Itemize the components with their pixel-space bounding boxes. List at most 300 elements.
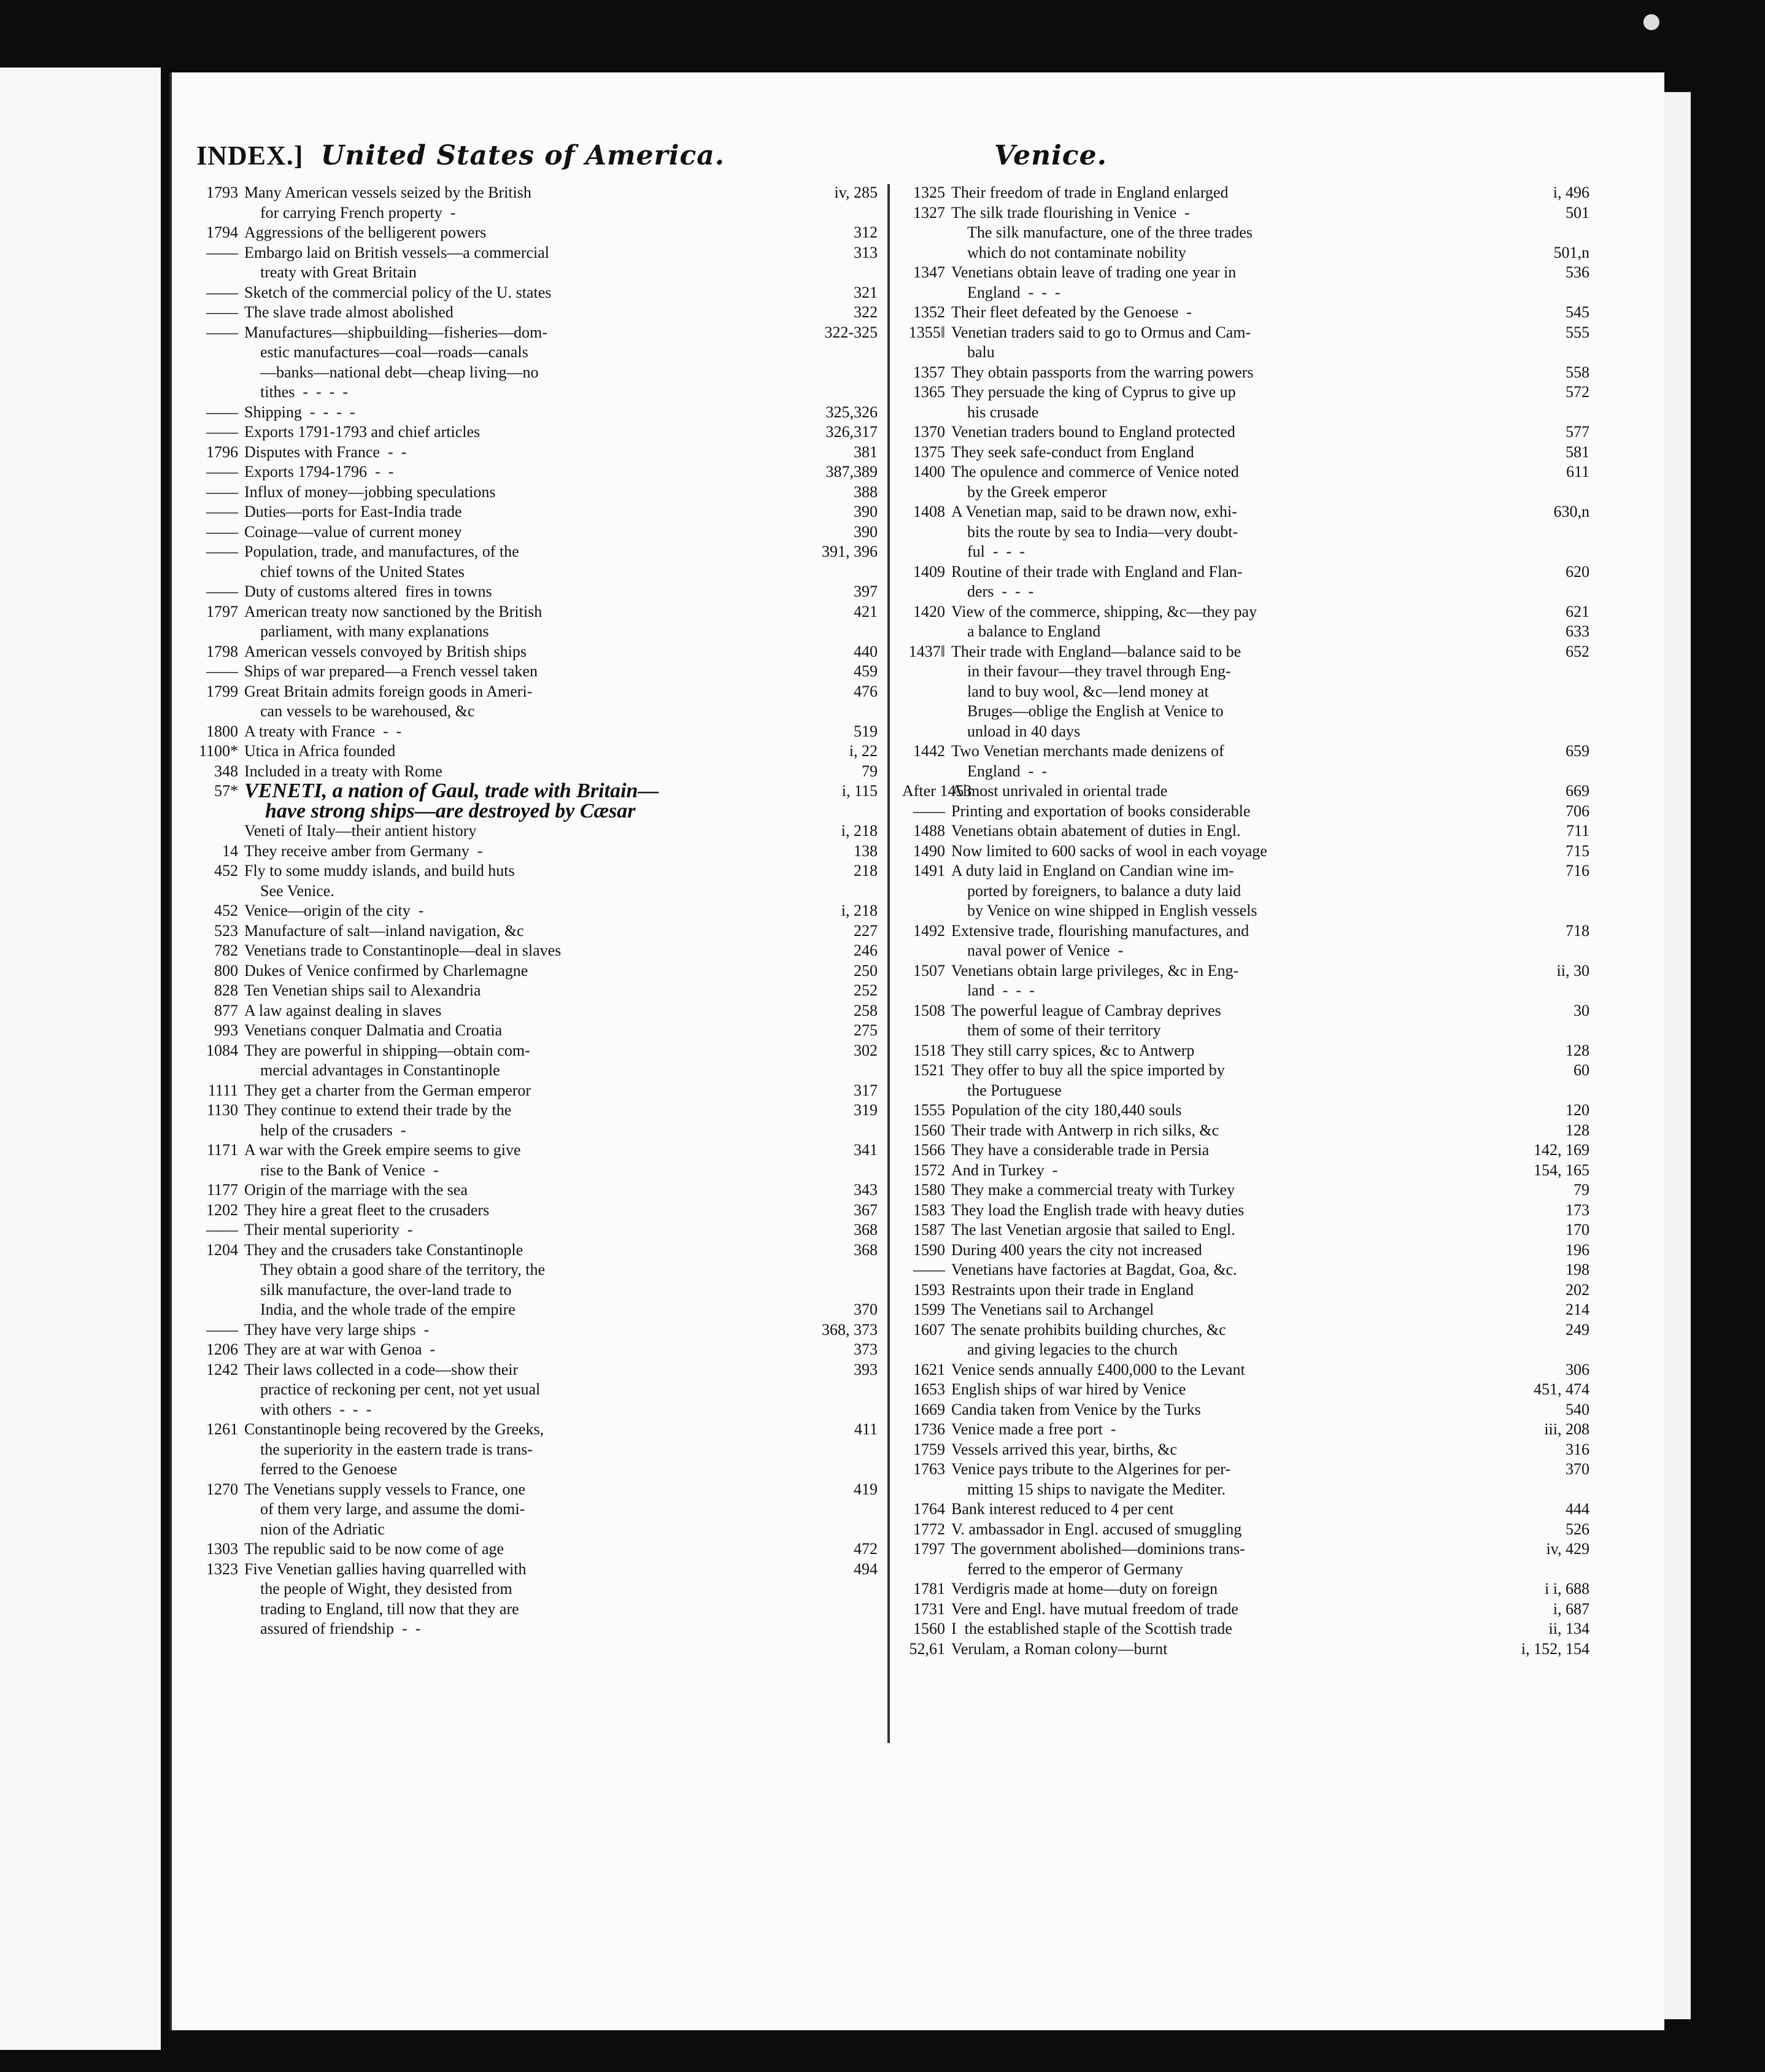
entry-year: 1590: [913, 1240, 945, 1259]
entry-text: They have very large ships -: [244, 1320, 430, 1339]
entry-year: 1437‖: [908, 642, 945, 660]
entry-text: Restraints upon their trade in England: [951, 1280, 1194, 1299]
entry-page-reference: 419: [854, 1480, 878, 1498]
entry-page-reference: 390: [854, 522, 878, 541]
index-entry: [902, 1420, 1589, 1440]
entry-text: Origin of the marriage with the sea: [244, 1181, 468, 1199]
entry-text: The powerful league of Cambray deprives them of some of their territory: [951, 1001, 1221, 1039]
index-entry: [902, 1180, 1589, 1200]
entry-year: 1797: [913, 1540, 945, 1558]
entry-text: Veneti of Italy—their antient history: [244, 822, 477, 840]
entry-page-reference: 472: [854, 1540, 878, 1558]
entry-page-reference: 170: [1566, 1221, 1589, 1239]
entry-page-reference: 321: [854, 283, 878, 301]
index-entry: [902, 1320, 1589, 1360]
entry-year: 1587: [913, 1221, 945, 1239]
entry-page-reference: 306: [1566, 1360, 1589, 1378]
entry-page-reference: 312: [854, 223, 878, 241]
entry-page-reference: 250: [854, 961, 878, 980]
index-entry: [902, 1121, 1589, 1141]
index-entry: [190, 522, 878, 543]
index-entry: [902, 382, 1589, 422]
index-entry: [190, 841, 878, 862]
entry-text: Duties—ports for East-India trade: [244, 503, 462, 520]
entry-text: Embargo laid on British vessels—a commercial treaty with Great Britain: [244, 243, 550, 281]
index-entry: [190, 223, 878, 243]
entry-page-reference: 536: [1566, 263, 1589, 281]
entry-year: 1261: [206, 1420, 238, 1438]
index-entry: [902, 961, 1589, 1001]
entry-text: Population, trade, and manufactures, of the chief towns of the United States: [244, 543, 519, 581]
entry-text: They receive amber from Germany -: [244, 841, 483, 860]
entry-year: 1560: [913, 1121, 945, 1139]
entry-text: Printing and exportation of books considerable: [951, 802, 1251, 820]
index-entry: [902, 323, 1589, 363]
entry-year: 1763: [913, 1460, 945, 1478]
entry-year: ——: [206, 482, 238, 501]
entry-page-reference: 621 633: [1566, 602, 1589, 640]
entry-text: Their laws collected in a code—show their practice of reckoning per cent, not yet usual with others - - -: [244, 1360, 541, 1418]
index-entry: [190, 901, 878, 921]
index-entry: [190, 323, 878, 403]
entry-year: 1206: [206, 1340, 238, 1358]
entry-year: 1759: [913, 1440, 945, 1458]
entry-text: They obtain passports from the warring powers: [951, 363, 1254, 381]
index-entry: [902, 502, 1589, 562]
entry-year: 1799: [206, 682, 238, 700]
entry-year: 877: [214, 1001, 238, 1019]
entry-text: A war with the Greek empire seems to give rise to the Bank of Venice -: [244, 1141, 521, 1179]
entry-page-reference: 581: [1566, 443, 1589, 461]
entry-year: 1420: [913, 602, 945, 620]
index-entry: [902, 562, 1589, 602]
entry-text: The government abolished—dominions trans- ferred to the emperor of Germany: [951, 1540, 1245, 1578]
entry-text: They offer to buy all the spice imported by the Portuguese: [951, 1061, 1225, 1099]
entry-text: Shipping - - - -: [244, 403, 355, 421]
entry-year: 1303: [206, 1540, 238, 1558]
entry-page-reference: 326,317: [825, 423, 878, 441]
entry-page-reference: 246: [854, 941, 878, 959]
index-entry: [190, 1081, 878, 1101]
entry-page-reference: 659: [1566, 742, 1589, 760]
entry-year: 1508: [913, 1001, 945, 1019]
entry-year: 452: [214, 902, 238, 919]
entry-text: Dukes of Venice confirmed by Charlemagne: [244, 961, 528, 980]
entry-year: 14: [222, 841, 238, 860]
entry-page-reference: 519: [854, 722, 878, 740]
entry-year: 52,61: [909, 1639, 945, 1658]
entry-page-reference: 577: [1566, 423, 1589, 441]
entry-page-reference: ii, 134: [1548, 1620, 1589, 1637]
entry-text: Utica in Africa founded: [244, 742, 396, 760]
entry-page-reference: 652: [1566, 642, 1589, 660]
entry-page-reference: 373: [854, 1340, 878, 1358]
index-entry: [190, 303, 878, 323]
index-entry: [902, 1360, 1589, 1380]
index-entry: [190, 1480, 878, 1540]
entry-page-reference: 30: [1574, 1001, 1589, 1019]
entry-page-reference: 302: [854, 1041, 878, 1059]
index-entry: [902, 1459, 1589, 1499]
index-entry: [190, 1180, 878, 1200]
entry-text: Venetians trade to Constantinople—deal in slaves: [244, 941, 562, 959]
entry-year: ——: [206, 1221, 238, 1239]
entry-page-reference: i, 218: [841, 902, 878, 919]
entry-text: The Venetians supply vessels to France, one of them very large, and assume the domi- nion of the Adriatic: [244, 1480, 526, 1538]
entry-year: After 1453: [902, 782, 972, 800]
entry-page-reference: i, 496: [1553, 184, 1589, 201]
entry-text: During 400 years the city not increased: [951, 1240, 1202, 1259]
index-entry: [190, 542, 878, 582]
index-entry: [190, 582, 878, 602]
entry-page-reference: 202: [1566, 1280, 1589, 1299]
index-entry: [190, 403, 878, 423]
index-entry: [902, 1300, 1589, 1320]
entry-page-reference: 476: [854, 682, 878, 700]
entry-year: 1270: [206, 1480, 238, 1498]
entry-text: Vessels arrived this year, births, &c: [951, 1440, 1177, 1458]
entry-year: 1555: [913, 1101, 945, 1119]
entry-year: 1242: [206, 1360, 238, 1378]
entry-page-reference: 545: [1566, 303, 1589, 321]
entry-year: 1593: [913, 1280, 945, 1299]
entry-year: 1100*: [198, 742, 238, 760]
entry-page-reference: 128: [1566, 1121, 1589, 1139]
entry-page-reference: i, 115: [841, 782, 878, 800]
entry-text: A treaty with France - -: [244, 722, 402, 740]
index-entry: [190, 243, 878, 283]
entry-year: ——: [206, 662, 238, 680]
index-entry: [902, 1520, 1589, 1540]
index-entry: [190, 1021, 878, 1041]
entry-year: ——: [206, 582, 238, 600]
entry-page-reference: 60: [1574, 1061, 1589, 1079]
entry-text: They and the crusaders take Constantinople They obtain a good share of the territory, the silk manufacture, the over-land trade to India, and the whole trade of the empire: [244, 1240, 545, 1318]
entry-page-reference: 218: [854, 862, 878, 879]
entry-text: Five Venetian gallies having quarrelled with the people of Wight, they desisted from trading to England, till now that they are assured of friendship - -: [244, 1560, 527, 1637]
entry-year: 1355‖: [908, 323, 945, 341]
index-entry: [190, 861, 878, 901]
entry-year: 1793: [206, 184, 238, 201]
entry-page-reference: 317: [854, 1081, 878, 1099]
index-entry: [190, 422, 878, 443]
entry-text: Extensive trade, flourishing manufactures, and naval power of Venice -: [951, 921, 1249, 959]
entry-year: 800: [214, 961, 238, 980]
entry-text: V. ambassador in Engl. accused of smuggling: [951, 1520, 1242, 1538]
entry-year: 1490: [913, 841, 945, 860]
entry-text: Many American vessels seized by the British for carrying French property -: [244, 184, 531, 222]
entry-text: Venetians obtain large privileges, &c in Eng- land - - -: [951, 961, 1239, 999]
index-entry: [902, 642, 1589, 742]
index-entry: [902, 1579, 1589, 1599]
entry-page-reference: 451, 474: [1534, 1380, 1589, 1398]
entry-text: Verdigris made at home—duty on foreign: [951, 1580, 1218, 1598]
entry-page-reference: 716: [1566, 862, 1589, 879]
index-entry: [902, 263, 1589, 303]
index-entry: [902, 1539, 1589, 1579]
right-column-title: Venice.: [994, 140, 1107, 171]
index-entry: [190, 1041, 878, 1081]
entry-year: 1731: [913, 1599, 945, 1618]
entry-year: ——: [913, 802, 945, 820]
entry-year: 1352: [913, 303, 945, 321]
entry-year: 1798: [206, 642, 238, 660]
index-entry: [902, 1200, 1589, 1221]
entry-page-reference: 558: [1566, 363, 1589, 381]
entry-year: ——: [206, 1320, 238, 1339]
entry-year: 1800: [206, 722, 238, 740]
entry-text: Venice made a free port -: [951, 1420, 1116, 1438]
entry-page-reference: 214: [1566, 1301, 1589, 1318]
entry-year: 1521: [913, 1061, 945, 1079]
entry-page-reference: 138: [854, 841, 878, 860]
entry-text: They make a commercial treaty with Turkey: [951, 1181, 1235, 1199]
entry-text: Venetians have factories at Bagdat, Goa, &c.: [951, 1261, 1237, 1278]
entry-year: 1130: [206, 1101, 238, 1119]
entry-page-reference: 620: [1566, 562, 1589, 581]
index-entry: [902, 1100, 1589, 1121]
entry-text: They seek safe-conduct from England: [951, 443, 1194, 461]
entry-text: Manufactures—shipbuilding—fisheries—dom- estic manufactures—coal—roads—canals —banks—national debt—cheap living—no tithes - - - -: [244, 323, 547, 401]
entry-text: Their freedom of trade in England enlarged: [951, 184, 1229, 201]
entry-text: English ships of war hired by Venice: [951, 1380, 1186, 1398]
entry-text: VENETI, a nation of Gaul, trade with Britain— have strong ships—are destroyed by Cæsar: [244, 779, 659, 822]
entry-page-reference: 368 370: [854, 1240, 878, 1318]
index-entry: [902, 462, 1589, 502]
entry-text: A law against dealing in slaves: [244, 1001, 442, 1019]
entry-text: They load the English trade with heavy duties: [951, 1200, 1245, 1219]
entry-year: 1580: [913, 1181, 945, 1199]
index-entry: [190, 1420, 878, 1480]
index-entry: [902, 1140, 1589, 1161]
entry-text: They have a considerable trade in Persia: [951, 1141, 1210, 1159]
entry-year: 1111: [207, 1081, 238, 1099]
entry-page-reference: 526: [1566, 1520, 1589, 1538]
entry-year: 1084: [206, 1041, 238, 1059]
entry-year: 993: [214, 1021, 238, 1039]
entry-page-reference: 368: [854, 1221, 878, 1239]
index-entry: [190, 941, 878, 961]
entry-text: They continue to extend their trade by the help of the crusaders -: [244, 1101, 512, 1139]
entry-page-reference: i i, 688: [1545, 1580, 1589, 1598]
entry-page-reference: 715: [1566, 841, 1589, 860]
entry-text: Vere and Engl. have mutual freedom of trade: [951, 1599, 1238, 1618]
entry-text: They still carry spices, &c to Antwerp: [951, 1041, 1195, 1059]
entry-page-reference: iv, 285: [834, 184, 878, 201]
entry-page-reference: 494: [854, 1560, 878, 1578]
entry-text: Ships of war prepared—a French vessel taken: [244, 662, 538, 680]
entry-year: 1347: [913, 263, 945, 281]
entry-text: Candia taken from Venice by the Turks: [951, 1400, 1201, 1418]
entry-year: 452: [214, 862, 238, 879]
entry-page-reference: 393: [854, 1360, 878, 1378]
entry-text: They are at war with Genoa -: [244, 1340, 436, 1358]
entry-page-reference: 249: [1566, 1320, 1589, 1339]
entry-text: Sketch of the commercial policy of the U. states: [244, 283, 552, 301]
index-entry: [190, 1320, 878, 1340]
entry-page-reference: 316: [1566, 1440, 1589, 1458]
entry-year: 1408: [913, 503, 945, 520]
index-entry: [190, 1100, 878, 1140]
entry-year: ——: [206, 522, 238, 541]
entry-year: 1572: [913, 1161, 945, 1179]
entry-text: Now limited to 600 sacks of wool in each voyage: [951, 841, 1267, 860]
entry-page-reference: 630,n: [1553, 503, 1589, 520]
entry-text: Their mental superiority -: [244, 1221, 413, 1239]
index-entry: [902, 1599, 1589, 1620]
entry-year: ——: [206, 543, 238, 560]
entry-text: The slave trade almost abolished: [244, 303, 454, 321]
index-entry: [902, 363, 1589, 383]
index-entry: [902, 1440, 1589, 1460]
entry-page-reference: 611: [1566, 463, 1589, 481]
index-entry: [190, 1560, 878, 1639]
entry-year: 1560: [913, 1620, 945, 1637]
index-entry: [190, 1140, 878, 1180]
index-entry: [190, 1220, 878, 1240]
entry-text: Disputes with France - -: [244, 443, 407, 461]
left-column-title: United States of America.: [320, 140, 725, 171]
entry-text: They get a charter from the German emperor: [244, 1081, 531, 1099]
entry-text: They persuade the king of Cyprus to give up his crusade: [951, 383, 1236, 421]
entry-page-reference: 128: [1566, 1041, 1589, 1059]
adjacent-page-sliver: [0, 68, 161, 2050]
entry-text: Venice sends annually £400,000 to the Levant: [951, 1360, 1245, 1378]
entry-page-reference: 142, 169: [1534, 1141, 1589, 1159]
entry-page-reference: 381: [854, 443, 878, 461]
entry-year: 1794: [206, 223, 238, 241]
index-entry: [190, 1200, 878, 1221]
left-index-column: [190, 183, 878, 1639]
index-entry: [902, 1161, 1589, 1181]
entry-text: The Venetians sail to Archangel: [951, 1301, 1154, 1318]
index-entry: [902, 1260, 1589, 1280]
index-entry: [190, 462, 878, 482]
entry-text: Their trade with Antwerp in rich silks, &c: [951, 1121, 1219, 1139]
entry-year: 1518: [913, 1041, 945, 1059]
entry-page-reference: 540: [1566, 1400, 1589, 1418]
index-entry: [902, 1001, 1589, 1041]
entry-text: Venice pays tribute to the Algerines for per- mitting 15 ships to navigate the Mediter.: [951, 1460, 1231, 1498]
entry-page-reference: 120: [1566, 1101, 1589, 1119]
entry-year: 1583: [913, 1200, 945, 1219]
entry-text: Population of the city 180,440 souls: [951, 1101, 1182, 1119]
entry-page-reference: 555: [1566, 323, 1589, 341]
index-entry: [190, 781, 878, 821]
entry-year: ——: [206, 323, 238, 341]
index-entry: [902, 1240, 1589, 1261]
index-entry: [190, 502, 878, 522]
entry-year: 1370: [913, 423, 945, 441]
index-entry: [902, 861, 1589, 921]
index-entry: [190, 1240, 878, 1320]
index-entry: [902, 1499, 1589, 1520]
index-entry: [902, 1380, 1589, 1400]
entry-text: Venetian traders bound to England protected: [951, 423, 1235, 441]
entry-year: 57*: [214, 782, 238, 800]
entry-text: Verulam, a Roman colony—burnt: [951, 1639, 1168, 1658]
entry-page-reference: 391, 396: [822, 543, 878, 560]
entry-year: 1653: [913, 1380, 945, 1398]
entry-year: ——: [206, 303, 238, 321]
entry-year: 1621: [913, 1360, 945, 1378]
entry-page-reference: 368, 373: [822, 1320, 878, 1339]
index-entry: [190, 821, 878, 841]
index-entry: [190, 682, 878, 722]
entry-year: 1566: [913, 1141, 945, 1159]
index-entry: [190, 1340, 878, 1360]
entry-text: I the established staple of the Scottish trade: [951, 1620, 1232, 1637]
index-entry: [190, 722, 878, 742]
index-entry: [902, 821, 1589, 841]
entry-year: 1607: [913, 1320, 945, 1339]
entry-page-reference: i, 687: [1553, 1599, 1589, 1618]
index-entry: [902, 1639, 1589, 1660]
index-entry: [902, 1041, 1589, 1061]
entry-year: ——: [206, 403, 238, 421]
entry-text: They are powerful in shipping—obtain com- mercial advantages in Constantinople: [244, 1041, 530, 1079]
entry-text: Almost unrivaled in oriental trade: [951, 782, 1168, 800]
entry-year: 1781: [913, 1580, 945, 1598]
entry-page-reference: i, 152, 154: [1521, 1639, 1589, 1658]
entry-text: Two Venetian merchants made denizens of England - -: [951, 742, 1224, 780]
index-entry: [902, 443, 1589, 463]
entry-page-reference: 421: [854, 602, 878, 620]
index-entry: [902, 422, 1589, 443]
entry-page-reference: 459: [854, 662, 878, 680]
entry-text: The opulence and commerce of Venice noted by the Greek emperor: [951, 463, 1239, 501]
index-entry: [902, 1280, 1589, 1301]
entry-text: Great Britain admits foreign goods in Ameri- can vessels to be warehoused, &c: [244, 682, 533, 720]
entry-text: Exports 1791-1793 and chief articles: [244, 423, 481, 441]
entry-text: The silk trade flourishing in Venice - The silk manufacture, one of the three trades which do not contaminate nobility: [951, 203, 1253, 261]
index-entry: [902, 1400, 1589, 1420]
index-entry: [190, 662, 878, 682]
entry-text: Duty of customs altered fires in towns: [244, 582, 492, 600]
index-entry: [190, 482, 878, 503]
index-entry: [902, 1061, 1589, 1100]
entry-year: 1669: [913, 1400, 945, 1418]
entry-year: 1491: [913, 862, 945, 879]
entry-page-reference: 198: [1566, 1261, 1589, 1278]
entry-year: 1177: [206, 1181, 238, 1199]
entry-year: 1796: [206, 443, 238, 461]
entry-year: 1357: [913, 363, 945, 381]
entry-page-reference: 718: [1566, 921, 1589, 940]
entry-year: ——: [206, 463, 238, 481]
entry-page-reference: 343: [854, 1181, 878, 1199]
index-entry: [190, 1360, 878, 1420]
entry-text: Venetians conquer Dalmatia and Croatia: [244, 1021, 503, 1039]
entry-page-reference: 706: [1566, 802, 1589, 820]
entry-page-reference: 154, 165: [1534, 1161, 1589, 1179]
entry-text: Venetians obtain leave of trading one year in England - - -: [951, 263, 1237, 301]
entry-text: Fly to some muddy islands, and build huts See Venice.: [244, 862, 515, 900]
entry-year: 1365: [913, 383, 945, 401]
entry-text: The last Venetian argosie that sailed to Engl.: [951, 1221, 1235, 1239]
index-entry: [190, 921, 878, 941]
index-entry: [902, 303, 1589, 323]
entry-year: ——: [206, 283, 238, 301]
entry-page-reference: 275: [854, 1021, 878, 1039]
entry-year: 1327: [913, 203, 945, 222]
entry-year: 1488: [913, 822, 945, 840]
entry-page-reference: 227: [854, 921, 878, 940]
index-entry: [190, 602, 878, 642]
entry-page-reference: 325,326: [825, 403, 878, 421]
entry-text: Coinage—value of current money: [244, 522, 462, 541]
entry-page-reference: 313: [854, 243, 878, 261]
